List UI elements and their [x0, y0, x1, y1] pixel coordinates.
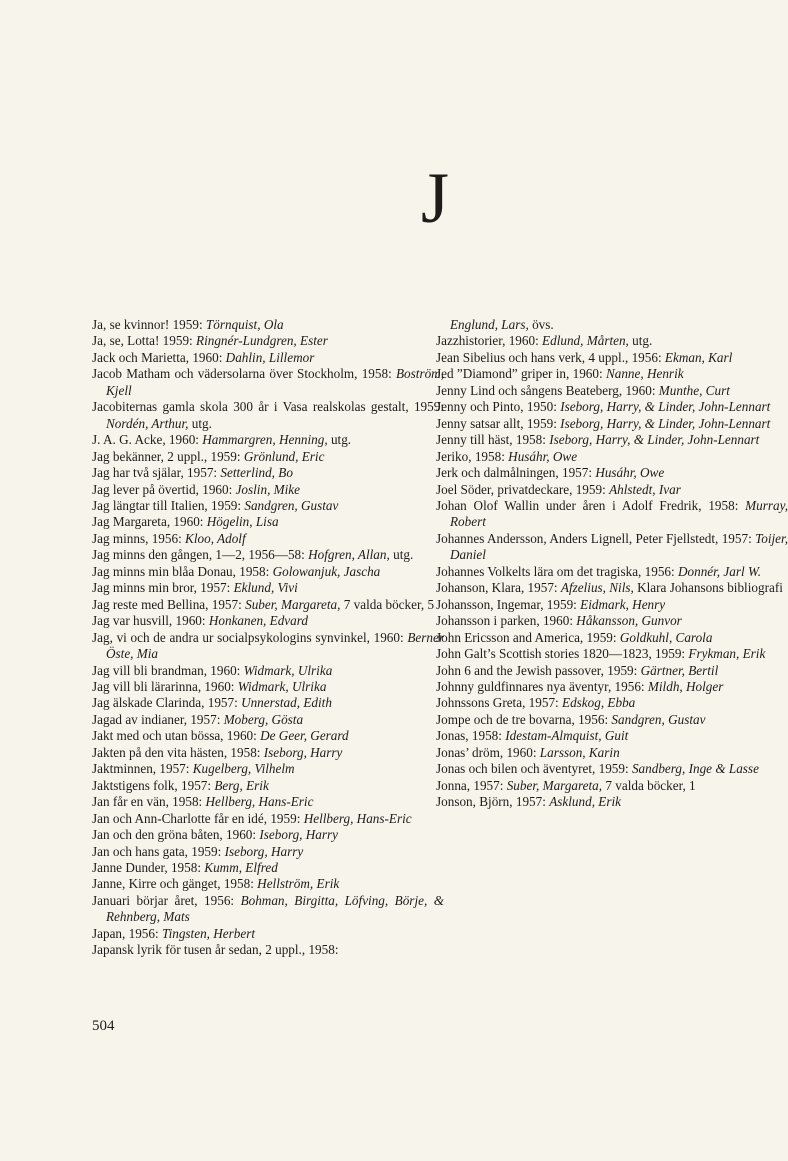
entry-author: Donnér, Jarl W. [677, 563, 762, 579]
index-entry [436, 679, 788, 695]
entry-author: Grönlund, Eric [243, 448, 325, 464]
entry-author: Högelin, Lisa [206, 514, 279, 530]
entry-title: Jakten på den vita hästen, 1958: [92, 744, 264, 760]
index-entry [92, 942, 444, 958]
entry-author: Idestam-Almquist, Guit [505, 728, 629, 744]
entry-title: Jenny till häst, 1958: [436, 432, 550, 448]
entry-title: Ja, se kvinnor! 1959: [92, 317, 206, 332]
entry-author: Kugelberg, Vilhelm [192, 761, 295, 777]
entry-author: Berner Öste, Mia [106, 629, 444, 662]
index-entry [92, 893, 444, 926]
entry-title: Jag minns den gången, 1—2, 1956—58: [92, 547, 309, 563]
index-entry [436, 646, 788, 662]
entry-author: Larsson, Karin [539, 744, 620, 760]
entry-author: Håkansson, Gunvor [576, 613, 682, 629]
entry-author: Ekman, Karl [664, 349, 733, 365]
entry-title: Jag var husvill, 1960: [92, 613, 209, 629]
entry-title: Januari börjar året, 1956: [92, 892, 241, 908]
left-column [92, 317, 444, 959]
entry-suffix: utg. [188, 415, 212, 431]
entry-title: Johansson i parken, 1960: [436, 613, 577, 629]
entry-author: Goldkuhl, Carola [619, 629, 713, 645]
entry-suffix: utg. [389, 547, 414, 563]
entry-title: Jan och Ann-Charlotte får en idé, 1959: [92, 810, 304, 826]
entry-author: Gärtner, Bertil [640, 662, 719, 678]
page-number: 504 [92, 1018, 115, 1034]
entry-title: Johnny guldfinnares nya äventyr, 1956: [436, 678, 648, 694]
index-entry [436, 383, 788, 399]
entry-author: Sandgren, Gustav [244, 497, 339, 513]
index-entry [436, 580, 788, 596]
index-entry [92, 482, 444, 498]
entry-author: Setterlind, Bo [220, 465, 293, 481]
entry-title: Jed ”Diamond” griper in, 1960: [436, 366, 606, 382]
entry-author: Hammargren, Henning, [202, 432, 328, 448]
entry-title: Janne Dunder, 1958: [92, 859, 205, 875]
index-entry [92, 465, 444, 481]
entry-author: Iseborg, Harry, & Linder, John-Lennart [549, 432, 760, 448]
index-entry [436, 745, 788, 761]
entry-title: Jenny och Pinto, 1950: [436, 399, 561, 415]
entry-title: Jag, vi och de andra ur socialpsykologins synvinkel, 1960: [92, 629, 408, 645]
index-entry [92, 663, 444, 679]
index-entry [92, 761, 444, 777]
entry-title: Jagad av indianer, 1957: [92, 711, 224, 727]
index-entry [92, 926, 444, 942]
entry-author: Asklund, Erik [549, 794, 621, 810]
index-entry [92, 695, 444, 711]
entry-title: Jean Sibelius och hans verk, 4 uppl., 1956: [436, 349, 665, 365]
entry-author: Afzelius, Nils, [560, 580, 634, 596]
index-entry [436, 597, 788, 613]
index-entry [92, 564, 444, 580]
entry-author: Joslin, Mike [235, 481, 301, 497]
entry-title: Johannes Volkelts lära om det tragiska, 1956: [436, 563, 678, 579]
entry-author: Golowanjuk, Jascha [272, 563, 381, 579]
entry-author: Hellberg, Hans-Eric [205, 794, 314, 810]
index-entry [92, 712, 444, 728]
index-entry [436, 613, 788, 629]
index-entry [436, 317, 788, 333]
index-entry [436, 366, 788, 382]
entry-title: Johannes Andersson, Anders Lignell, Peter Fjellstedt, 1957: [436, 530, 756, 546]
entry-title: Japan, 1956: [92, 925, 162, 941]
index-entry [92, 613, 444, 629]
entry-title: Jompe och de tre bovarna, 1956: [436, 711, 612, 727]
index-entry [92, 728, 444, 744]
entry-title: Jonson, Björn, 1957: [436, 794, 550, 810]
index-entry [436, 432, 788, 448]
entry-title: Jan och hans gata, 1959: [92, 843, 225, 859]
entry-title: Jakt med och utan bössa, 1960: [92, 728, 261, 744]
index-entry [436, 663, 788, 679]
entry-title: Jag minns min bror, 1957: [92, 580, 234, 596]
entry-title: Jag vill bli brandman, 1960: [92, 662, 244, 678]
index-entry [436, 712, 788, 728]
entry-suffix: Klara Johansons bibliografi [633, 580, 783, 596]
index-entry [92, 531, 444, 547]
index-entry [92, 350, 444, 366]
entry-title: Jag reste med Bellina, 1957: [92, 596, 246, 612]
entry-author: Nanne, Henrik [605, 366, 684, 382]
entry-title: John Ericsson and America, 1959: [436, 629, 620, 645]
entry-author: Englund, Lars, [450, 317, 529, 332]
entry-author: Berg, Erik [214, 777, 269, 793]
entry-title: Jag lever på övertid, 1960: [92, 481, 236, 497]
entry-author: Husáhr, Owe [508, 448, 578, 464]
entry-title: Jeriko, 1958: [436, 448, 509, 464]
entry-title: Jaktminnen, 1957: [92, 761, 193, 777]
entry-title: Jacob Matham och vädersolarna över Stockholm, 1958: [92, 366, 396, 382]
index-entry [436, 695, 788, 711]
entry-title: Jag vill bli lärarinna, 1960: [92, 678, 238, 694]
index-entry [92, 449, 444, 465]
entry-title: Johansson, Ingemar, 1959: [436, 596, 581, 612]
entry-title: Jag Margareta, 1960: [92, 514, 207, 530]
entry-author: Hellström, Erik [257, 876, 340, 892]
index-entry [92, 317, 444, 333]
index-entry [436, 350, 788, 366]
index-entry [436, 728, 788, 744]
index-entry [436, 778, 788, 794]
entry-author: Iseborg, Harry, & Linder, John-Lennart [560, 399, 771, 415]
entry-title: Jenny Lind och sångens Beateberg, 1960: [436, 382, 659, 398]
entry-title: Jag minns min blåa Donau, 1958: [92, 563, 273, 579]
index-entry [436, 465, 788, 481]
index-entry [92, 844, 444, 860]
entry-author: Eklund, Vivi [233, 580, 298, 596]
entry-title: Jacobiternas gamla skola 300 år i Vasa realskolas gestalt, 1959: [92, 399, 444, 415]
entry-author: Mildh, Holger [647, 678, 724, 694]
entry-title: Jonas, 1958: [436, 728, 506, 744]
entry-author: Suber, Margareta, [506, 777, 603, 793]
index-entry [92, 432, 444, 448]
entry-author: Honkanen, Edvard [208, 613, 308, 629]
right-column [436, 317, 788, 811]
index-entry [436, 449, 788, 465]
section-letter: J [420, 158, 450, 238]
index-entry [436, 416, 788, 432]
index-entry [436, 564, 788, 580]
entry-author: Kloo, Adolf [185, 530, 246, 546]
entry-title: J. A. G. Acke, 1960: [92, 432, 203, 448]
index-entry [436, 630, 788, 646]
entry-author: Nordén, Arthur, [106, 415, 189, 431]
entry-title: Jag älskade Clarinda, 1957: [92, 695, 242, 711]
entry-author: Bohman, Birgitta, Löfving, Börje, & Rehnberg, Mats [106, 892, 444, 925]
index-entry [92, 794, 444, 810]
entry-author: Iseborg, Harry, & Linder, John-Lennart [560, 415, 771, 431]
entry-author: Toijer, Daniel [450, 530, 788, 563]
entry-title: Japansk lyrik för tusen år sedan, 2 uppl., 1958: [92, 942, 339, 958]
entry-author: Suber, Margareta, [245, 596, 341, 612]
index-entry [436, 531, 788, 564]
index-entry [92, 778, 444, 794]
entry-author: Munthe, Curt [658, 382, 730, 398]
index-entry [436, 498, 788, 531]
entry-author: Tingsten, Herbert [161, 925, 256, 941]
entry-author: Kumm, Elfred [204, 859, 278, 875]
entry-title: Joel Söder, privatdeckare, 1959: [436, 481, 610, 497]
entry-author: Iseborg, Harry [224, 843, 304, 859]
index-entry [92, 597, 444, 613]
entry-author: Eidmark, Henry [580, 596, 666, 612]
entry-suffix: 7 valda böcker, 1 [602, 777, 696, 793]
entry-suffix: utg. [327, 432, 352, 448]
index-entry [436, 761, 788, 777]
entry-author: Frykman, Erik [688, 646, 766, 662]
entry-title: Jack och Marietta, 1960: [92, 349, 226, 365]
entry-author: Unnerstad, Edith [241, 695, 332, 711]
entry-title: Jag har två själar, 1957: [92, 465, 221, 481]
index-entry [92, 811, 444, 827]
index-entry [92, 399, 444, 432]
entry-suffix: utg. [628, 333, 653, 349]
entry-author: Boström, Kjell [106, 366, 444, 398]
entry-title: Jag minns, 1956: [92, 530, 186, 546]
entry-title: Johanson, Klara, 1957: [436, 580, 561, 596]
entry-title: Ja, se, Lotta! 1959: [92, 333, 197, 349]
entry-suffix: 7 valda böcker, 5 [340, 596, 435, 612]
entry-author: Sandgren, Gustav [611, 711, 706, 727]
entry-author: Widmark, Ulrika [237, 678, 327, 694]
index-entry [92, 498, 444, 514]
entry-author: Iseborg, Harry [259, 827, 339, 843]
index-entry [436, 399, 788, 415]
entry-title: Jenny satsar allt, 1959: [436, 415, 561, 431]
entry-author: Ringnér-Lundgren, Ester [196, 333, 328, 349]
entry-title: Johnssons Greta, 1957: [436, 695, 563, 711]
index-entry [92, 547, 444, 563]
index-entry [92, 876, 444, 892]
entry-title: John 6 and the Jewish passover, 1959: [436, 662, 641, 678]
entry-title: Janne, Kirre och gänget, 1958: [92, 876, 258, 892]
entry-title: Jan får en vän, 1958: [92, 794, 206, 810]
index-entry [92, 333, 444, 349]
entry-title: Johan Olof Wallin under åren i Adolf Fredrik, 1958: [436, 497, 746, 513]
entry-title: John Galt’s Scottish stories 1820—1823, 1959: [436, 646, 689, 662]
entry-author: Edskog, Ebba [562, 695, 636, 711]
entry-author: Hofgren, Allan, [308, 547, 390, 563]
entry-title: Jaktstigens folk, 1957: [92, 777, 215, 793]
index-entry [436, 482, 788, 498]
entry-title: Jazzhistorier, 1960: [436, 333, 543, 349]
entry-author: Iseborg, Harry [263, 744, 343, 760]
index-entry [92, 679, 444, 695]
entry-author: Dahlin, Lillemor [225, 349, 315, 365]
index-entry [92, 860, 444, 876]
index-entry [92, 366, 444, 399]
entry-title: Jonas och bilen och äventyret, 1959: [436, 761, 632, 777]
index-entry [92, 580, 444, 596]
index-entry [436, 333, 788, 349]
entry-author: Törnquist, Ola [205, 317, 284, 332]
index-entry [92, 514, 444, 530]
index-entry [92, 630, 444, 663]
entry-author: De Geer, Gerard [260, 728, 349, 744]
entry-author: Ahlstedt, Ivar [609, 481, 681, 497]
entry-title: Jonas’ dröm, 1960: [436, 744, 540, 760]
index-entry [436, 794, 788, 810]
index-entry [92, 827, 444, 843]
entry-author: Moberg, Gösta [223, 711, 304, 727]
entry-author: Sandberg, Inge & Lasse [631, 761, 759, 777]
entry-title: Jan och den gröna båten, 1960: [92, 827, 260, 843]
entry-title: Jag längtar till Italien, 1959: [92, 497, 245, 513]
entry-author: Murray, Robert [450, 497, 788, 530]
entry-author: Edlund, Mårten, [542, 333, 629, 349]
entry-author: Husáhr, Owe [595, 465, 665, 481]
entry-author: Widmark, Ulrika [243, 662, 333, 678]
entry-title: Jerk och dalmålningen, 1957: [436, 465, 596, 481]
entry-suffix: övs. [528, 317, 554, 332]
entry-title: Jonna, 1957: [436, 777, 507, 793]
index-entry [92, 745, 444, 761]
entry-title: Jag bekänner, 2 uppl., 1959: [92, 448, 244, 464]
entry-author: Hellberg, Hans-Eric [303, 810, 412, 826]
